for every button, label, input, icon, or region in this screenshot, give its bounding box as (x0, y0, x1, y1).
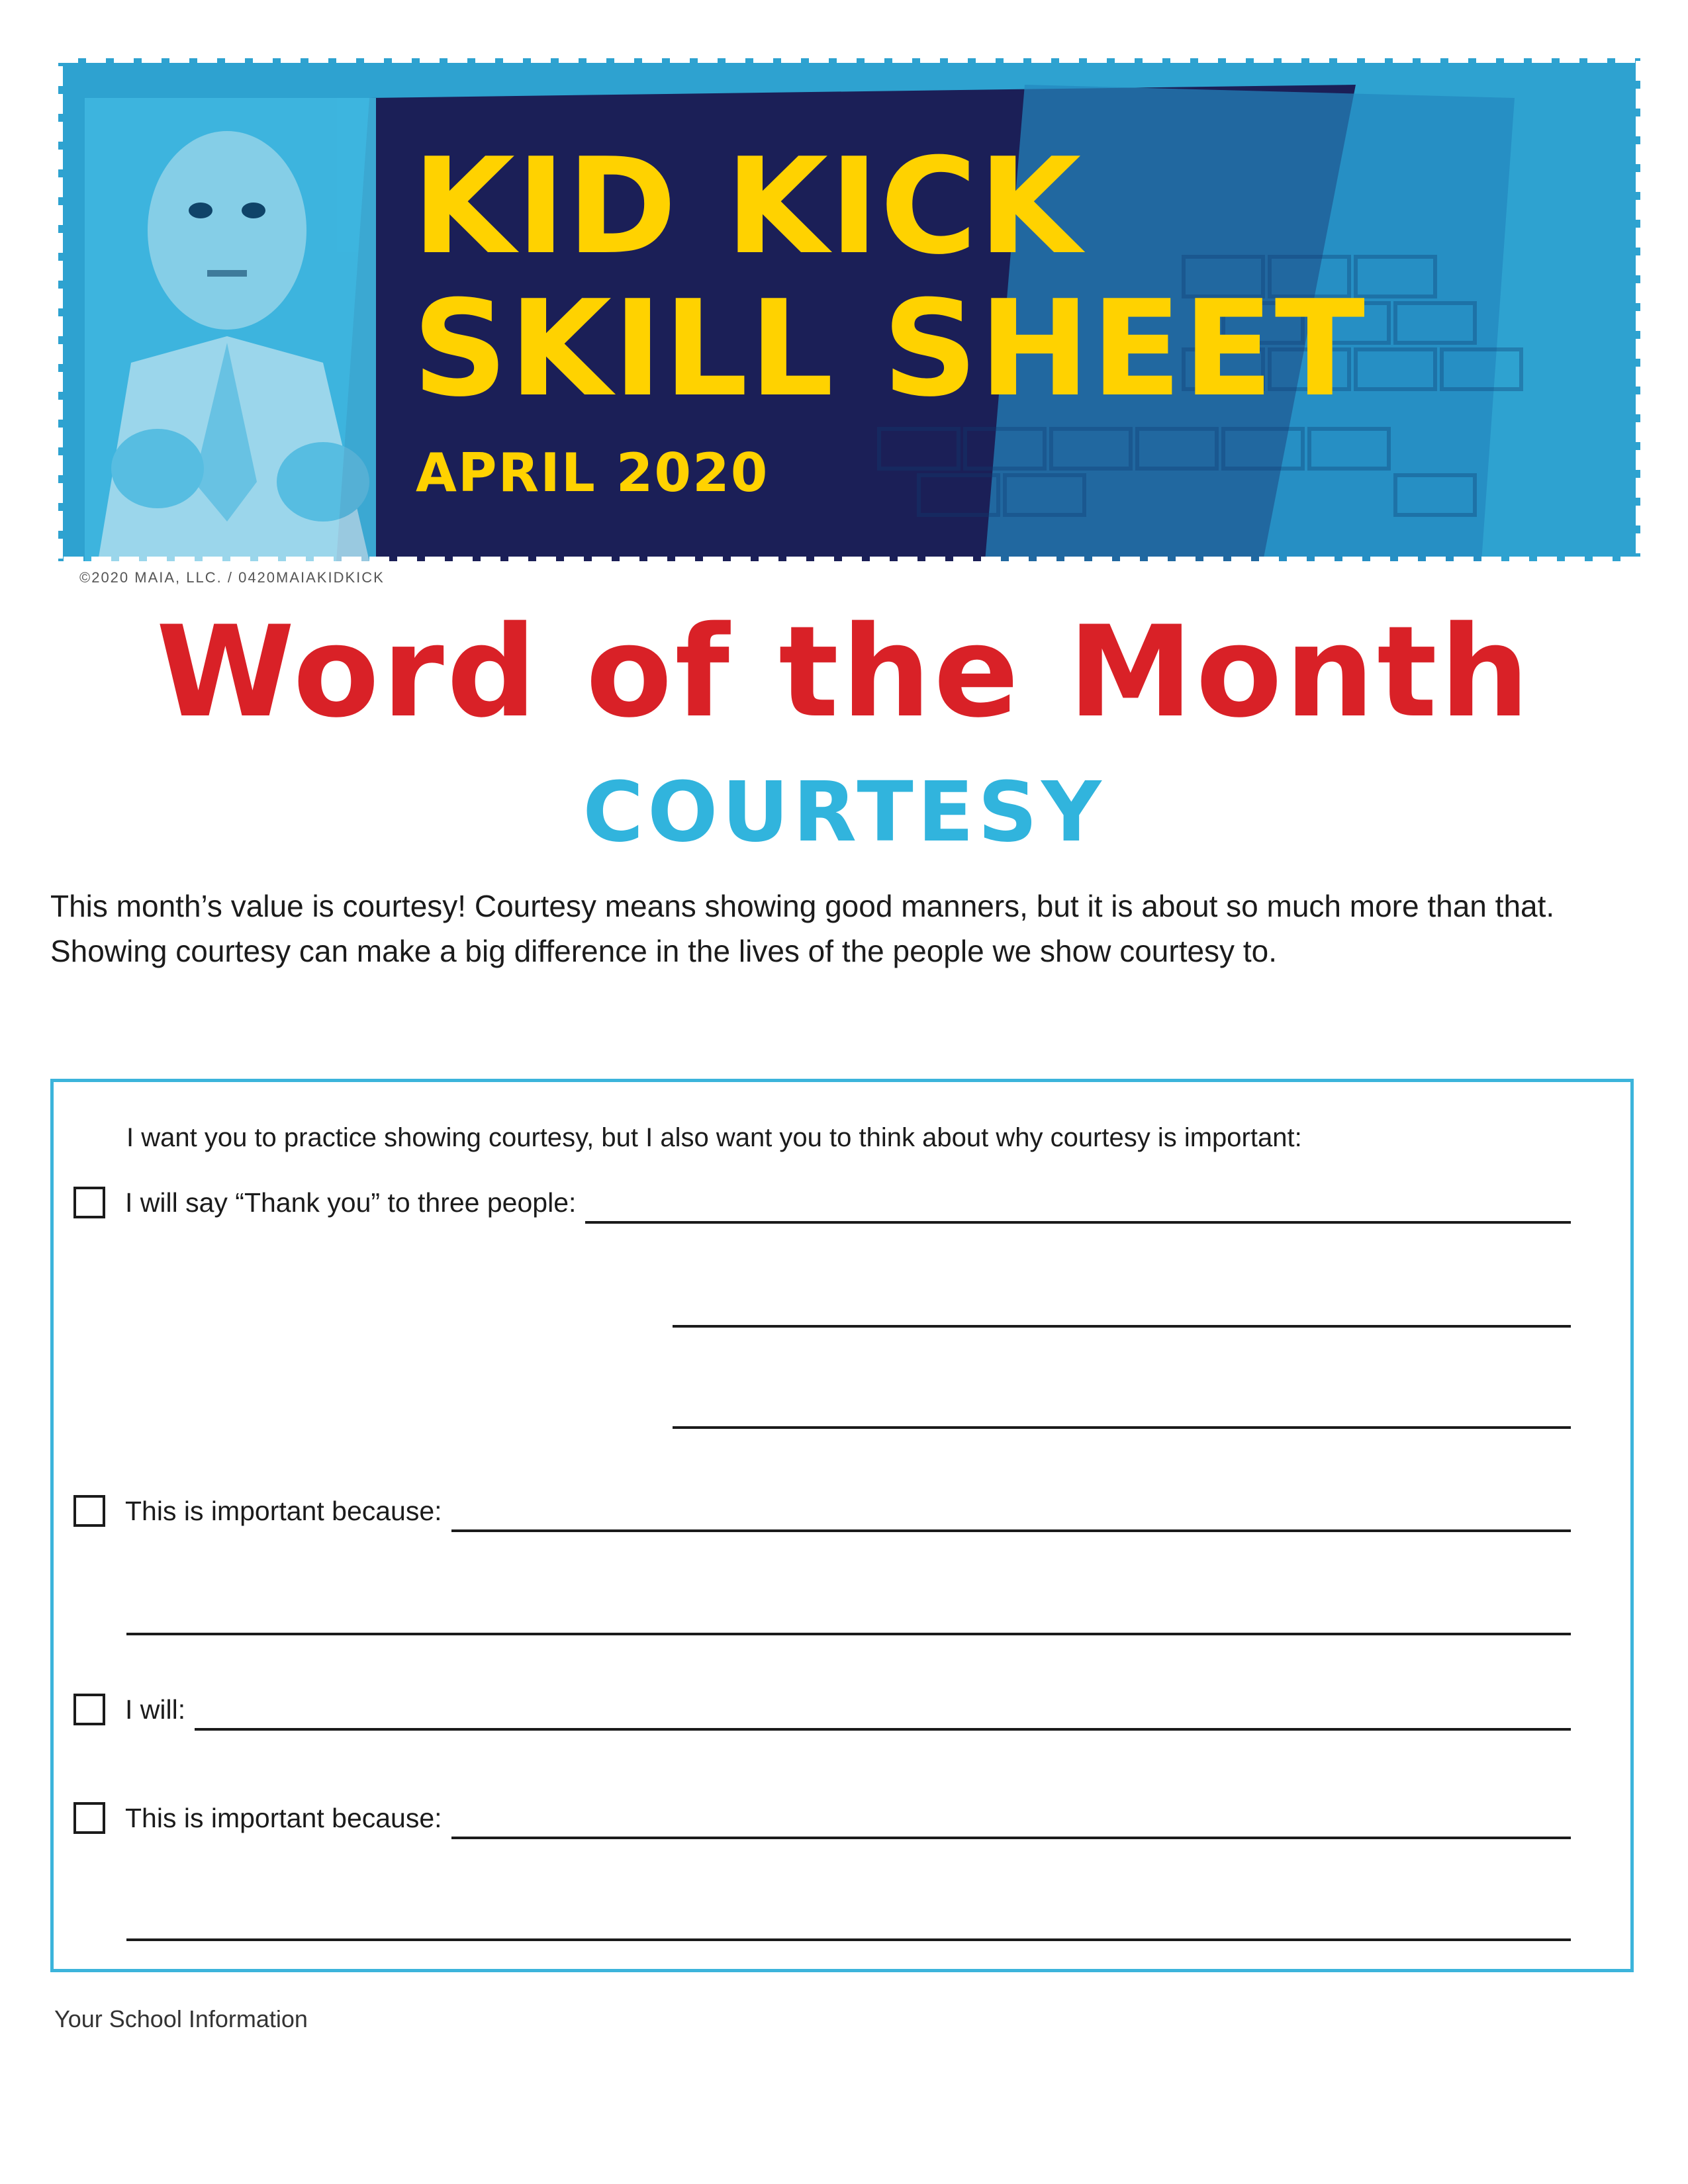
checkbox[interactable] (73, 1694, 105, 1725)
word-of-the-month: COURTESY (583, 764, 1105, 860)
banner-month: APRIL 2020 (416, 442, 769, 504)
form-item-important-2 (73, 1797, 1571, 1839)
answer-line[interactable] (126, 1938, 1571, 1941)
banner-title-line1: KID KICK (412, 130, 1083, 284)
answer-line[interactable] (673, 1325, 1571, 1328)
copyright-notice: ©2020 MAIA, LLC. / 0420MAIAKIDKICK (79, 569, 385, 586)
form-item-i-will (73, 1688, 1571, 1731)
intro-paragraph: This month’s value is courtesy! Courtesy means showing good manners, but it is about so much more than that. Showing courtesy can make a big difference in the lives of the people we show courtesy to. (50, 889, 1555, 968)
checkbox[interactable] (73, 1187, 105, 1218)
banner-title-line2: SKILL SHEET (412, 272, 1367, 426)
answer-line[interactable] (451, 1496, 1571, 1532)
form-item-thank-you (73, 1181, 1571, 1224)
checkbox[interactable] (73, 1495, 105, 1527)
form-item-label: I will: (125, 1694, 186, 1725)
checkbox[interactable] (73, 1802, 105, 1834)
form-prompt: I want you to practice showing courtesy, but I also want you to think about why courtesy is important: (126, 1123, 1302, 1152)
header-banner (58, 58, 1640, 561)
word-of-the-month-heading: Word of the Month (156, 599, 1532, 745)
form-item-important-1 (73, 1490, 1571, 1532)
answer-line[interactable] (673, 1426, 1571, 1429)
form-item-label: I will say “Thank you” to three people: (125, 1187, 577, 1218)
form-item-label: This is important because: (125, 1496, 442, 1526)
form-item-label: This is important because: (125, 1803, 442, 1833)
answer-line[interactable] (195, 1695, 1571, 1731)
answer-line[interactable] (451, 1803, 1571, 1839)
karate-kid-figure (85, 98, 376, 561)
answer-line[interactable] (126, 1633, 1571, 1635)
school-information: Your School Information (54, 2005, 308, 2032)
activity-form (50, 1079, 1634, 1972)
answer-line[interactable] (585, 1188, 1571, 1224)
